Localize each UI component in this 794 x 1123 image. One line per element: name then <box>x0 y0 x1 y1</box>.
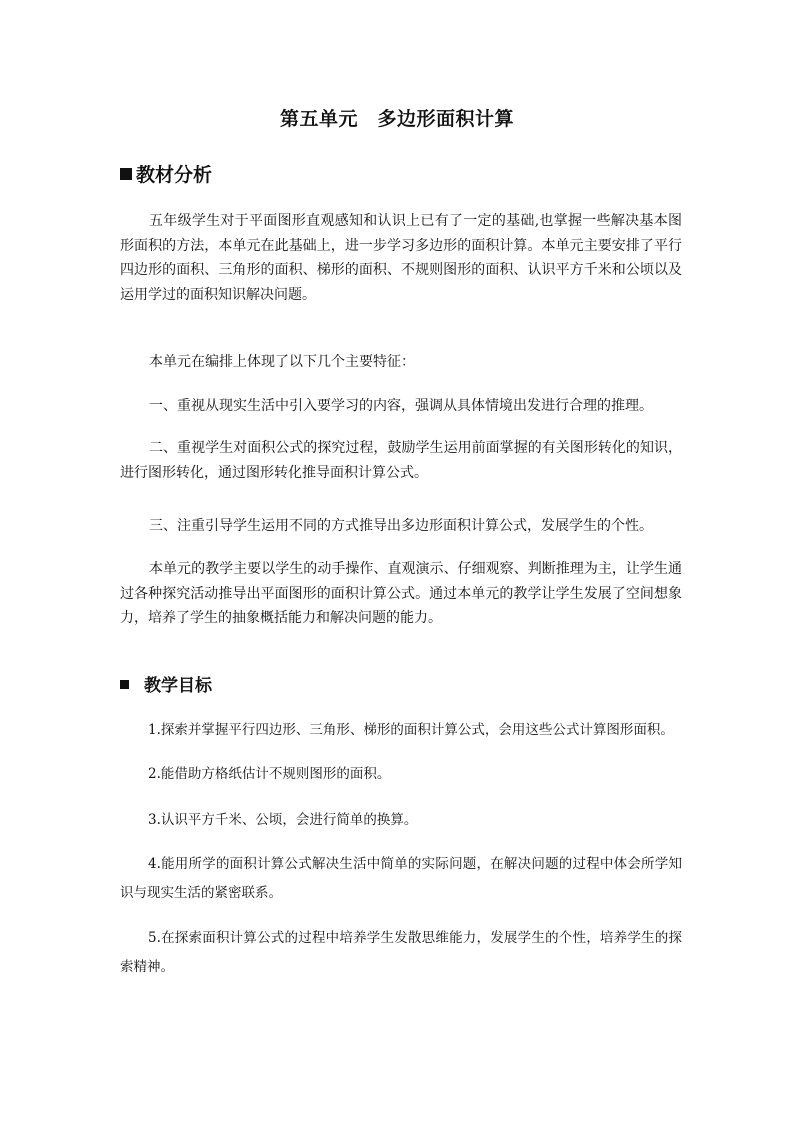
section-heading-text: 教学目标 <box>144 676 212 696</box>
paragraph: 三、注重引导学生运用不同的方式推导出多边形面积计算公式，发展学生的个性。 <box>149 518 653 534</box>
section-heading-objectives <box>120 671 212 696</box>
paragraph: 二、重视学生对面积公式的探究过程，鼓励学生运用前面掌握的有关图形转化的知识，进行图形转化，通过图形转化推导面积计算公式。 <box>120 440 682 481</box>
objective-item: 1.探索并掌握平行四边形、三角形、梯形的面积计算公式，会用这些公式计算图形面积。 <box>148 722 674 738</box>
paragraph: 本单元在编排上体现了以下几个主要特征： <box>149 354 415 370</box>
objective-item: 5.在探索面积计算公式的过程中培养学生发散思维能力，发展学生的个性，培养学生的探索精神。 <box>120 930 682 975</box>
objective-item: 4.能用所学的面积计算公式解决生活中简单的实际问题，在解决问题的过程中体会所学知识与现实生活的紧密联系。 <box>120 856 682 901</box>
square-bullet-icon <box>120 168 132 180</box>
objective-item: 3.认识平方千米、公顷，会进行简单的换算。 <box>148 812 418 828</box>
paragraph: 五年级学生对于平面图形直观感知和认识上已有了一定的基础,也掌握一些解决基本图形面积的方法，本单元在此基础上，进一步学习多边形的面积计算。本单元主要安排了平行四边形的面积、三角形的面积、梯形的面积、不规则图形的面积、认识平方千米和公顷以及运用学过的面积知识解决问题。 <box>120 213 682 303</box>
document-title: 第五单元 多边形面积计算 <box>279 108 514 130</box>
section-heading-text: 教材分析 <box>136 164 213 186</box>
paragraph: 本单元的教学主要以学生的动手操作、直观演示、仔细观察、判断推理为主，让学生通过各种探究活动推导出平面图形的面积计算公式。通过本单元的教学让学生发展了空间想象力，培养了学生的抽象概括能力和解决问题的能力。 <box>120 561 682 626</box>
objective-item: 2.能借助方格纸估计不规则图形的面积。 <box>148 766 391 782</box>
section-heading-analysis <box>120 160 212 187</box>
square-bullet-icon <box>120 680 129 689</box>
paragraph: 一、重视从现实生活中引入要学习的内容，强调从具体情境出发进行合理的推理。 <box>149 398 653 414</box>
